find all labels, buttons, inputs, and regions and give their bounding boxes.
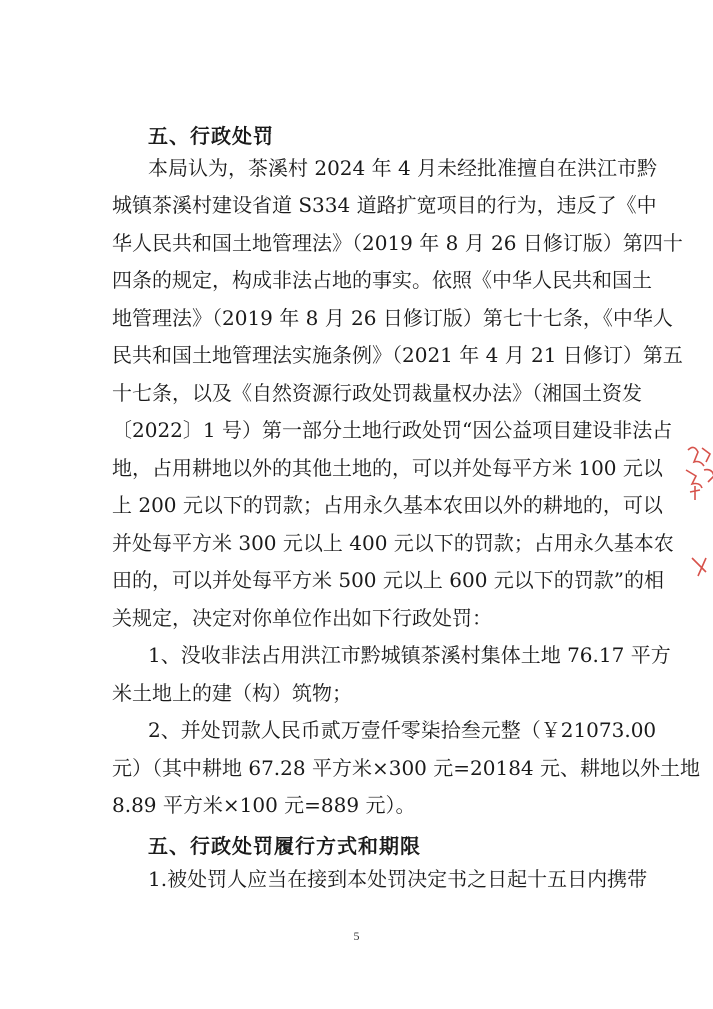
section-heading-penalty: 五、行政处罚 — [148, 124, 274, 148]
para1-line: 〔2022〕1 号）第一部分土地行政处罚“因公益项目建设非法占 — [112, 418, 673, 442]
item1-line: 1、没收非法占用洪江市黔城镇茶溪村集体土地 76.17 平方 — [148, 643, 671, 667]
para1-line: 上 200 元以下的罚款；占用永久基本农田以外的耕地的，可以 — [112, 493, 663, 517]
item2-line: 2、并处罚款人民币贰万壹仟零柒拾叁元整（￥21073.00 — [148, 718, 657, 742]
para1-line: 并处每平方米 300 元以上 400 元以下的罚款；占用永久基本农 — [112, 531, 674, 555]
item2-line: 元）（其中耕地 67.28 平方米×300 元=20184 元、耕地以外土地 — [112, 756, 700, 780]
para1-line: 四条的规定，构成非法占地的事实。依照《中华人民共和国土 — [112, 268, 652, 292]
seal-fragment-icon — [682, 440, 713, 580]
item1-line: 米土地上的建（构）筑物； — [112, 681, 352, 705]
para1-line: 十七条，以及《自然资源行政处罚裁量权办法》（湘国土资发 — [112, 381, 642, 405]
section-heading-performance: 五、行政处罚履行方式和期限 — [148, 834, 421, 858]
para1-line: 民共和国土地管理法实施条例》（2021 年 4 月 21 日修订）第五 — [112, 343, 683, 367]
item2-line: 8.89 平方米×100 元=889 元）。 — [112, 793, 416, 817]
para1-line: 地，占用耕地以外的其他土地的，可以并处每平方米 100 元以 — [112, 456, 663, 480]
para1-line: 本局认为，茶溪村 2024 年 4 月未经批准擅自在洪江市黔 — [148, 156, 658, 180]
para1-line: 地管理法》（2019 年 8 月 26 日修订版）第七十七条，《中华人 — [112, 306, 673, 330]
para1-line: 关规定，决定对你单位作出如下行政处罚： — [112, 606, 492, 630]
para1-line: 城镇茶溪村建设省道 S334 道路扩宽项目的行为，违反了《中 — [112, 193, 657, 217]
page-number: 5 — [353, 929, 360, 943]
para1-line: 田的，可以并处每平方米 500 元以上 600 元以下的罚款”的相 — [112, 568, 665, 592]
para1-line: 华人民共和国土地管理法》（2019 年 8 月 26 日修订版）第四十 — [112, 231, 683, 255]
para2-line: 1.被处罚人应当在接到本处罚决定书之日起十五日内携带 — [148, 867, 648, 891]
